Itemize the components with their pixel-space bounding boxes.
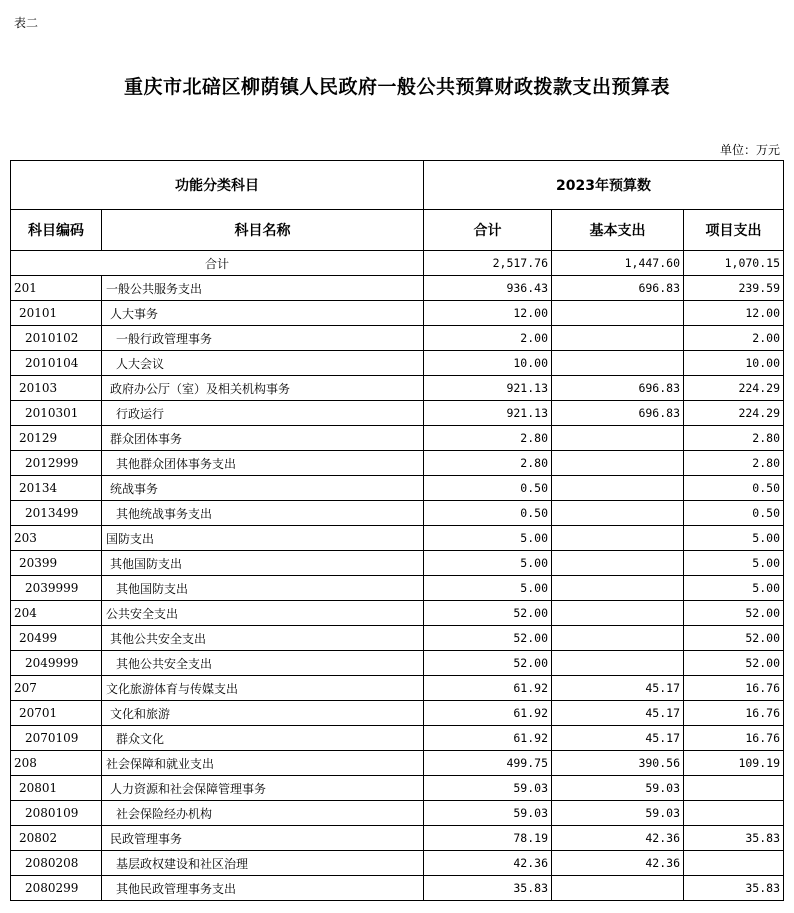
row-name: 文化和旅游 [102,701,424,726]
row-total: 52.00 [424,601,552,626]
total-row-total: 2,517.76 [424,251,552,276]
table-row [11,276,784,301]
row-total: 5.00 [424,576,552,601]
header-basic: 基本支出 [552,210,684,251]
row-basic [552,601,684,626]
row-code: 2039999 [11,576,102,601]
row-total: 78.19 [424,826,552,851]
row-basic [552,476,684,501]
row-total: 61.92 [424,701,552,726]
row-total: 52.00 [424,651,552,676]
row-basic [552,451,684,476]
row-project: 2.80 [684,451,784,476]
row-code: 20103 [11,376,102,401]
row-basic [552,651,684,676]
row-name: 统战事务 [102,476,424,501]
header-project: 项目支出 [684,210,784,251]
header-functional-category: 功能分类科目 [11,161,424,210]
row-total: 921.13 [424,401,552,426]
budget-table [10,160,784,901]
total-row-label: 合计 [11,251,424,276]
row-name: 其他国防支出 [102,576,424,601]
row-basic [552,526,684,551]
row-name: 群众团体事务 [102,426,424,451]
row-name: 人大事务 [102,301,424,326]
row-project: 35.83 [684,826,784,851]
row-name: 行政运行 [102,401,424,426]
row-total: 5.00 [424,551,552,576]
row-basic: 59.03 [552,776,684,801]
table-row [11,851,784,876]
row-code: 20129 [11,426,102,451]
table-row [11,551,784,576]
row-code: 20801 [11,776,102,801]
row-total: 61.92 [424,726,552,751]
row-name: 国防支出 [102,526,424,551]
row-total: 35.83 [424,876,552,901]
table-row [11,526,784,551]
row-name: 一般公共服务支出 [102,276,424,301]
row-code: 2010104 [11,351,102,376]
row-name: 社会保障和就业支出 [102,751,424,776]
row-basic: 696.83 [552,276,684,301]
row-basic: 42.36 [552,851,684,876]
row-project: 0.50 [684,476,784,501]
row-code: 2080299 [11,876,102,901]
header-budget-2023: 2023年预算数 [424,161,784,210]
table-row [11,501,784,526]
table-row [11,676,784,701]
total-row [11,251,784,276]
row-project: 224.29 [684,376,784,401]
row-basic: 696.83 [552,401,684,426]
table-row [11,701,784,726]
row-basic [552,501,684,526]
row-code: 207 [11,676,102,701]
row-code: 2010301 [11,401,102,426]
row-total: 5.00 [424,526,552,551]
row-basic [552,326,684,351]
page-title: 重庆市北碚区柳荫镇人民政府一般公共预算财政拨款支出预算表 [123,76,670,98]
row-name: 文化旅游体育与传媒支出 [102,676,424,701]
table-row [11,576,784,601]
table-row [11,776,784,801]
row-code: 2012999 [11,451,102,476]
row-total: 499.75 [424,751,552,776]
row-project: 10.00 [684,351,784,376]
row-basic [552,301,684,326]
row-total: 12.00 [424,301,552,326]
row-total: 61.92 [424,676,552,701]
header-code: 科目编码 [11,210,102,251]
row-code: 2080208 [11,851,102,876]
row-name: 其他公共安全支出 [102,651,424,676]
row-project: 239.59 [684,276,784,301]
row-name: 其他国防支出 [102,551,424,576]
row-name: 社会保险经办机构 [102,801,424,826]
row-name: 人力资源和社会保障管理事务 [102,776,424,801]
row-project: 16.76 [684,701,784,726]
row-code: 20701 [11,701,102,726]
row-basic [552,576,684,601]
row-basic [552,551,684,576]
table-row [11,876,784,901]
row-basic: 696.83 [552,376,684,401]
row-code: 2080109 [11,801,102,826]
row-project: 2.80 [684,426,784,451]
table-row [11,376,784,401]
unit-label: 单位：万元 [719,143,780,157]
row-basic [552,351,684,376]
row-name: 基层政权建设和社区治理 [102,851,424,876]
row-project: 109.19 [684,751,784,776]
row-code: 203 [11,526,102,551]
row-project: 16.76 [684,726,784,751]
row-name: 公共安全支出 [102,601,424,626]
total-row-project: 1,070.15 [684,251,784,276]
row-total: 2.00 [424,326,552,351]
row-total: 936.43 [424,276,552,301]
table-row [11,751,784,776]
row-name: 人大会议 [102,351,424,376]
table-number-label: 表二 [14,16,39,30]
row-name: 其他群众团体事务支出 [102,451,424,476]
table-row [11,401,784,426]
table-row [11,601,784,626]
row-code: 208 [11,751,102,776]
row-code: 20499 [11,626,102,651]
row-project [684,801,784,826]
total-row-basic: 1,447.60 [552,251,684,276]
row-name: 其他公共安全支出 [102,626,424,651]
row-code: 204 [11,601,102,626]
row-project: 52.00 [684,601,784,626]
row-project: 5.00 [684,526,784,551]
row-basic [552,426,684,451]
row-total: 0.50 [424,476,552,501]
row-project: 35.83 [684,876,784,901]
table-row [11,351,784,376]
row-code: 2070109 [11,726,102,751]
row-code: 2010102 [11,326,102,351]
table-row [11,826,784,851]
table-row [11,651,784,676]
row-project: 52.00 [684,651,784,676]
row-project [684,776,784,801]
row-project: 224.29 [684,401,784,426]
row-name: 政府办公厅（室）及相关机构事务 [102,376,424,401]
row-total: 59.03 [424,801,552,826]
table-row [11,301,784,326]
row-total: 59.03 [424,776,552,801]
row-code: 20802 [11,826,102,851]
row-total: 10.00 [424,351,552,376]
row-total: 921.13 [424,376,552,401]
row-basic: 45.17 [552,676,684,701]
table-row [11,451,784,476]
row-code: 20101 [11,301,102,326]
row-basic: 390.56 [552,751,684,776]
row-code: 2049999 [11,651,102,676]
row-code: 2013499 [11,501,102,526]
header-name: 科目名称 [102,210,424,251]
row-project: 5.00 [684,551,784,576]
row-code: 20399 [11,551,102,576]
row-basic [552,626,684,651]
row-total: 0.50 [424,501,552,526]
row-name: 一般行政管理事务 [102,326,424,351]
row-total: 2.80 [424,426,552,451]
row-basic: 45.17 [552,726,684,751]
table-row [11,326,784,351]
row-code: 201 [11,276,102,301]
row-code: 20134 [11,476,102,501]
row-project: 12.00 [684,301,784,326]
row-basic: 45.17 [552,701,684,726]
row-name: 其他统战事务支出 [102,501,424,526]
row-basic: 59.03 [552,801,684,826]
row-project: 0.50 [684,501,784,526]
row-project: 16.76 [684,676,784,701]
row-name: 群众文化 [102,726,424,751]
row-total: 42.36 [424,851,552,876]
table-row [11,626,784,651]
row-project: 5.00 [684,576,784,601]
table-row [11,801,784,826]
table-row [11,476,784,501]
row-name: 其他民政管理事务支出 [102,876,424,901]
row-total: 2.80 [424,451,552,476]
row-project: 2.00 [684,326,784,351]
row-basic: 42.36 [552,826,684,851]
row-project [684,851,784,876]
header-total: 合计 [424,210,552,251]
row-name: 民政管理事务 [102,826,424,851]
row-basic [552,876,684,901]
table-row [11,726,784,751]
table-row [11,426,784,451]
row-project: 52.00 [684,626,784,651]
row-total: 52.00 [424,626,552,651]
